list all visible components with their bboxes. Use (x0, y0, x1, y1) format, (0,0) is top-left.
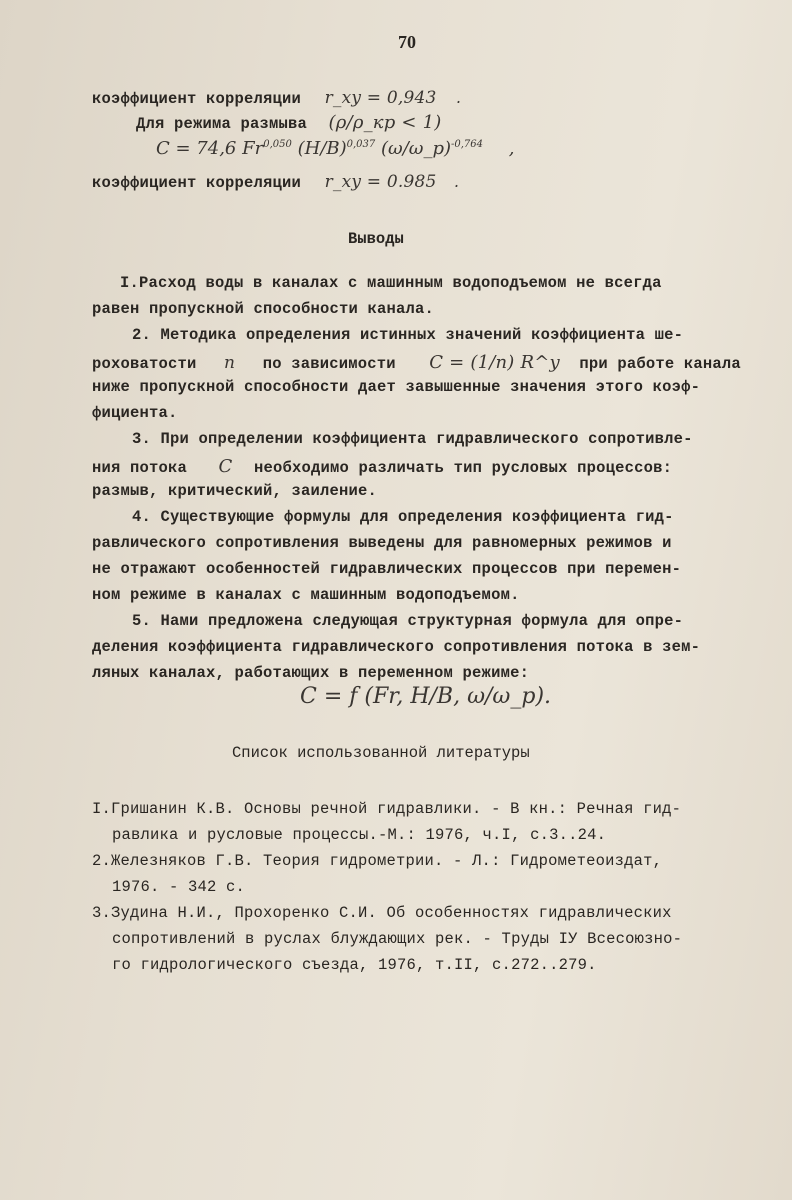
correlation-line-2 (92, 172, 459, 192)
roughness-symbol: n (224, 353, 236, 373)
conclusion-3-line-1: 3. При определении коэффициента гидравлического сопротивле- (132, 430, 693, 448)
formula-c: C = 74,6 (156, 138, 237, 159)
correlation-line-1 (92, 88, 461, 108)
regime-formula: (ρ/ρ_кр < 1) (328, 112, 442, 133)
references-heading: Список использованной литературы (232, 744, 530, 762)
conclusion-2-line-4: фициента. (92, 404, 178, 422)
formula-exp-1: 0,050 (263, 139, 292, 150)
regime-line (136, 112, 441, 133)
conclusion-2-line-2 (92, 352, 741, 373)
correlation-label-2: коэффициент корреляции (92, 174, 302, 192)
formula-fr: Fr (242, 138, 264, 159)
conclusion-3-line-2 (92, 456, 672, 477)
conclusion-5-line-2: деления коэффициента гидравлического сопротивления потока в зем- (92, 638, 701, 656)
conclusion-2-line-3: ниже пропускной способности дает завышенные значения этого коэф- (92, 378, 701, 396)
regression-formula (156, 138, 515, 159)
correlation-end-2: . (454, 173, 460, 191)
conclusion-2-text-c: при работе канала (579, 355, 741, 373)
conclusion-2-text-a: роховатости (92, 355, 197, 373)
conclusions-heading: Выводы (348, 230, 404, 248)
reference-1-line-2: равлика и русловые процессы.-М.: 1976, ч.I, с.3..24. (112, 826, 607, 844)
conclusion-4-line-2: равлического сопротивления выведены для равномерных режимов и (92, 534, 672, 552)
conclusion-2-line-1: 2. Методика определения истинных значений коэффициента ше- (132, 326, 684, 344)
reference-2-line-2: 1976. - 342 с. (112, 878, 246, 896)
regime-label: Для режима размыва (136, 115, 308, 133)
conclusion-4-line-3: не отражают особенностей гидравлических процессов при перемен- (92, 560, 682, 578)
formula-w: (ω/ω_р) (381, 138, 452, 159)
conclusion-3-line-3: размыв, критический, заиление. (92, 482, 378, 500)
formula-end: , (508, 138, 515, 159)
resistance-symbol: C (218, 456, 233, 477)
conclusion-3-text-b: необходимо различать тип русловых процессов: (254, 459, 673, 477)
conclusion-5-line-1: 5. Нами предложена следующая структурная формула для опре- (132, 612, 684, 630)
correlation-value-2: r_xy = 0.985 (324, 172, 437, 192)
reference-3-line-3: го гидрологического съезда, 1976, т.II, с.272..279. (112, 956, 597, 974)
formula-hb: (H/B) (297, 138, 347, 159)
reference-1-line-1: I.Гришанин К.В. Основы речной гидравлики. - В кн.: Речная гид- (92, 800, 682, 818)
formula-exp-3: -0,764 (451, 139, 484, 150)
conclusion-4-line-4: ном режиме в каналах с машинным водоподъемом. (92, 586, 520, 604)
conclusion-4-line-1: 4. Существующие формулы для определения коэффициента гид- (132, 508, 674, 526)
conclusion-1-line-1: I.Расход воды в каналах с машинным водоподъемом не всегда (120, 274, 662, 292)
conclusion-2-text-b: по зависимости (262, 355, 396, 373)
page-number: 70 (398, 32, 416, 52)
conclusion-3-text-a: ния потока (92, 459, 188, 477)
structural-formula: C = f (Fr, H/B, ω/ω_р). (300, 684, 552, 709)
formula-exp-2: 0,037 (346, 139, 376, 150)
manning-formula: C = (1/n) R^y (429, 352, 560, 373)
reference-2-line-1: 2.Железняков Г.В. Теория гидрометрии. - Л.: Гидрометеоиздат, (92, 852, 663, 870)
correlation-value: r_xy = 0,943 (324, 88, 437, 108)
correlation-end: . (456, 89, 462, 107)
conclusion-1-line-2: равен пропускной способности канала. (92, 300, 435, 318)
conclusion-5-line-3: ляных каналах, работающих в переменном режиме: (92, 664, 530, 682)
reference-3-line-2: сопротивлений в руслах блуждающих рек. - Труды IУ Всесоюзно- (112, 930, 683, 948)
reference-3-line-1: 3.Зудина Н.И., Прохоренко С.И. Об особенностях гидравлических (92, 904, 672, 922)
correlation-label: коэффициент корреляции (92, 90, 302, 108)
